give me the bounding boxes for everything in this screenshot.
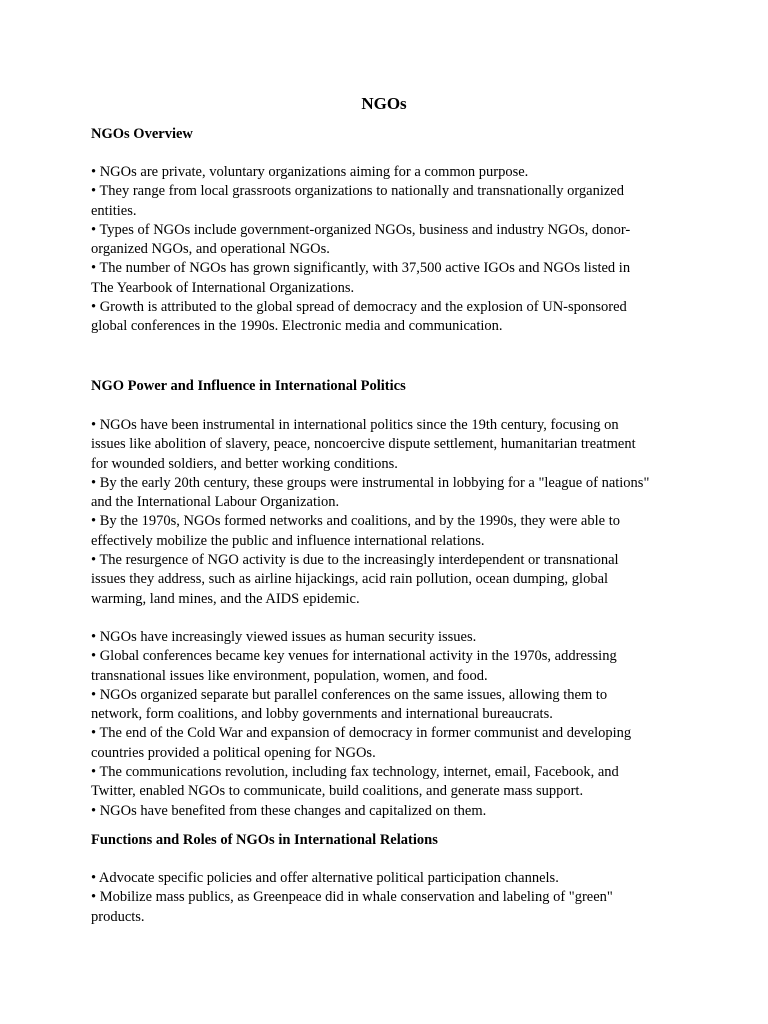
bullet-line-continued: products.	[91, 908, 145, 925]
bullet-line-continued: transnational issues like environment, population, women, and food.	[91, 667, 488, 684]
bullet-line-continued: organized NGOs, and operational NGOs.	[91, 241, 330, 258]
bullet-line: • NGOs have increasingly viewed issues as human security issues.	[91, 629, 477, 645]
section-body-power-influence	[91, 416, 691, 609]
section-body-overview	[91, 163, 691, 337]
bullet-line: • Advocate specific policies and offer alternative political participation channels.	[91, 870, 559, 886]
bullet-line: • NGOs have benefited from these changes and capitalized on them.	[91, 802, 487, 819]
bullet-line: • Global conferences became key venues for international activity in the 1970s, addressing	[91, 648, 617, 665]
bullet-line: • By the early 20th century, these groups were instrumental in lobbying for a "league of nations"	[91, 474, 650, 491]
bullet-line-continued: entities.	[91, 202, 137, 219]
bullet-line-continued: warming, land mines, and the AIDS epidemic.	[91, 590, 360, 607]
bullet-line-continued: for wounded soldiers, and better working conditions.	[91, 455, 398, 472]
bullet-line: • NGOs organized separate but parallel conferences on the same issues, allowing them to	[91, 686, 608, 703]
bullet-line-continued: and the International Labour Organization.	[91, 494, 340, 511]
bullet-line-continued: Twitter, enabled NGOs to communicate, build coalitions, and generate mass support.	[91, 783, 584, 800]
bullet-line: • They range from local grassroots organizations to nationally and transnationally organized	[91, 183, 624, 200]
section-heading-power-influence: NGO Power and Influence in International Politics	[91, 378, 406, 394]
section-heading-functions-roles: Functions and Roles of NGOs in International Relations	[91, 832, 438, 848]
bullet-line: • The resurgence of NGO activity is due to the increasingly interdependent or transnational	[91, 552, 619, 569]
bullet-line-continued: effectively mobilize the public and influence international relations.	[91, 532, 485, 549]
bullet-line-continued: network, form coalitions, and lobby governments and international bureaucrats.	[91, 706, 553, 723]
section-body-power-influence-continued	[91, 628, 691, 821]
bullet-line-continued: The Yearbook of International Organizations.	[91, 279, 355, 296]
bullet-line-continued: issues they address, such as airline hijackings, acid rain pollution, ocean dumping, global	[91, 571, 609, 588]
section-heading-overview: NGOs Overview	[91, 126, 193, 142]
bullet-line: • NGOs have been instrumental in international politics since the 19th century, focusing on	[91, 417, 619, 433]
bullet-line: • Mobilize mass publics, as Greenpeace did in whale conservation and labeling of "green"	[91, 889, 613, 906]
bullet-line: • The communications revolution, including fax technology, internet, email, Facebook, and	[91, 764, 619, 781]
bullet-line: • NGOs are private, voluntary organizations aiming for a common purpose.	[91, 164, 529, 180]
document-title: NGOs	[361, 94, 407, 113]
bullet-line-continued: countries provided a political opening for NGOs.	[91, 744, 376, 761]
bullet-line: • Growth is attributed to the global spread of democracy and the explosion of UN-sponsored	[91, 299, 627, 316]
bullet-line: • The end of the Cold War and expansion of democracy in former communist and developing	[91, 725, 632, 742]
bullet-line-continued: global conferences in the 1990s. Electronic media and communication.	[91, 318, 503, 335]
bullet-line: • Types of NGOs include government-organized NGOs, business and industry NGOs, donor-	[91, 221, 631, 238]
bullet-line: • The number of NGOs has grown significantly, with 37,500 active IGOs and NGOs listed in	[91, 260, 631, 277]
section-body-functions-roles	[91, 869, 691, 927]
bullet-line-continued: issues like abolition of slavery, peace, noncoercive dispute settlement, humanitarian treatment	[91, 436, 636, 453]
bullet-line: • By the 1970s, NGOs formed networks and coalitions, and by the 1990s, they were able to	[91, 513, 620, 530]
